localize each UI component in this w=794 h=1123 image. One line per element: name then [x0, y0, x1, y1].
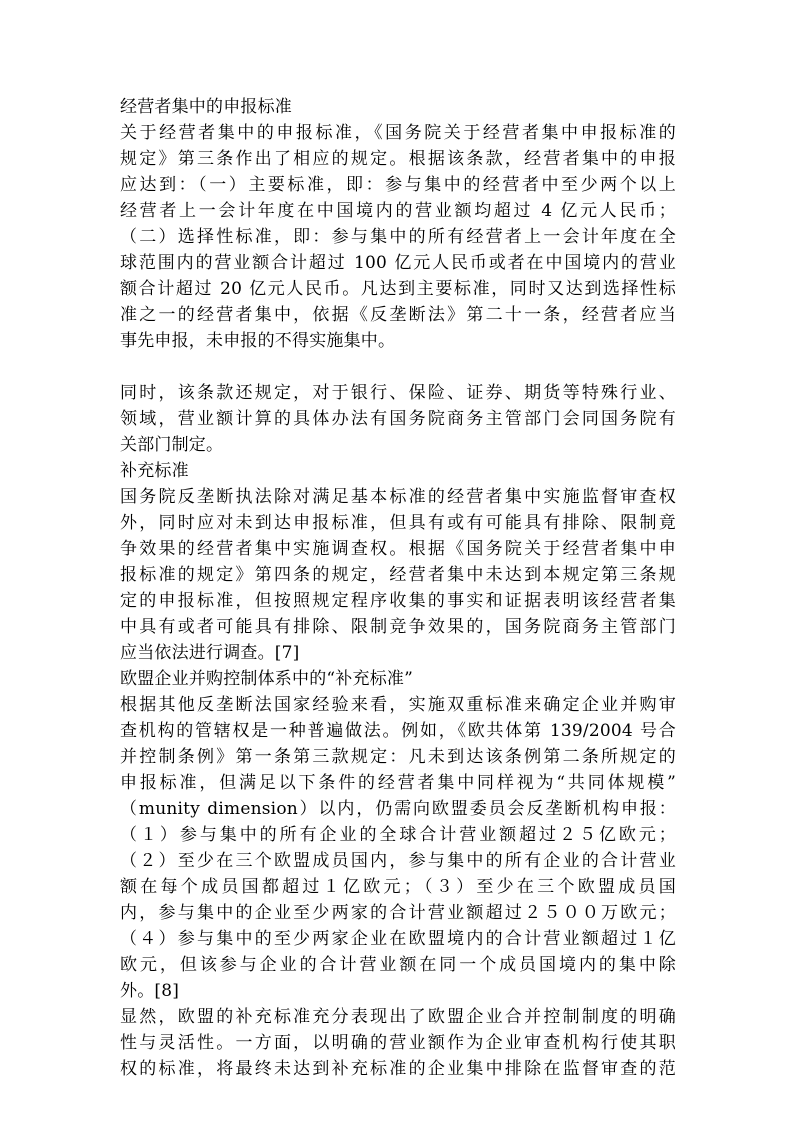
text-line: 外，同时应对未到达申报标准，但具有或有可能具有排除、限制竟	[120, 513, 676, 533]
section-heading: 补充标准	[120, 461, 189, 481]
text-line: 查机构的管辖权是一种普遍做法。例如，《欧共体第 139/2004 号合	[120, 721, 676, 741]
text-line: 申报标准，但满足以下条件的经营者集中同样视为“共同体规模”	[120, 773, 676, 793]
text-line: 经营者上一会计年度在中国境内的营业额均超过 4 亿元人民币；	[120, 201, 676, 221]
text-line: 根据其他反垄断法国家经验来看，实施双重标准来确定企业并购审	[120, 695, 676, 715]
text-line: （munity dimension）以内，仍需向欧盟委员会反垄断机构申报：	[120, 799, 676, 819]
text-line: 性与灵活性。一方面，以明确的营业额作为企业审查机构行使其职	[120, 1033, 676, 1053]
text-line: 球范围内的营业额合计超过 100 亿元人民币或者在中国境内的营业	[120, 253, 676, 273]
text-line: 额合计超过 20 亿元人民币。凡达到主要标准，同时又达到选择性标	[120, 279, 676, 299]
text-line: 准之一的经营者集中，依据《反垄断法》第二十一条，经营者应当	[120, 305, 676, 325]
text-line: （４）参与集中的至少两家企业在欧盟境内的合计营业额超过１亿	[120, 929, 676, 949]
text-line: 并控制条例》第一条第三款规定：凡未到达该条例第二条所规定的	[120, 747, 676, 767]
text-line: 额在每个成员国都超过１亿欧元；（３）至少在三个欧盟成员国	[120, 877, 676, 897]
text-line: 应当依法进行调查。[7]	[120, 643, 300, 663]
text-line: （二）选择性标准，即：参与集中的所有经营者上一会计年度在全	[120, 227, 676, 247]
text-line: 权的标准，将最终未达到补充标准的企业集中排除在监督审查的范	[120, 1059, 676, 1079]
text-line: 外。[8]	[120, 981, 180, 1001]
text-line: 国务院反垄断执法除对满足基本标准的经营者集中实施监督审查权	[120, 487, 676, 507]
section-heading: 欧盟企业并购控制体系中的“补充标准”	[120, 669, 413, 689]
text-line: 应达到：（一）主要标准，即：参与集中的经营者中至少两个以上	[120, 175, 676, 195]
section-heading: 经营者集中的申报标准	[120, 97, 292, 117]
text-line: 报标准的规定》第四条的规定，经营者集中未达到本规定第三条规	[120, 565, 676, 585]
text-line: 同时，该条款还规定，对于银行、保险、证券、期货等特殊行业、	[120, 383, 676, 403]
text-line: 领域，营业额计算的具体办法有国务院商务主管部门会同国务院有	[120, 409, 676, 429]
text-line: （２）至少在三个欧盟成员国内，参与集中的所有企业的合计营业	[120, 851, 676, 871]
text-line: 规定》第三条作出了相应的规定。根据该条款，经营者集中的申报	[120, 149, 676, 169]
text-line: 中具有或者可能具有排除、限制竞争效果的，国务院商务主管部门	[120, 617, 676, 637]
blank-line	[120, 354, 676, 380]
text-line: 欧元，但该参与企业的合计营业额在同一个成员国境内的集中除	[120, 955, 676, 975]
text-line: （１）参与集中的所有企业的全球合计营业额超过２５亿欧元；	[120, 825, 676, 845]
text-line: 关于经营者集中的申报标准，《国务院关于经营者集中申报标准的	[120, 123, 676, 143]
text-line: 关部门制定。	[120, 435, 224, 455]
text-line: 内，参与集中的企业至少两家的合计营业额超过２５００万欧元；	[120, 903, 676, 923]
text-line: 事先申报，未申报的不得实施集中。	[120, 331, 396, 351]
text-line: 争效果的经营者集中实施调查权。根据《国务院关于经营者集中申	[120, 539, 676, 559]
text-line: 定的申报标准，但按照规定程序收集的事实和证据表明该经营者集	[120, 591, 676, 611]
document-page	[120, 94, 676, 1082]
text-line: 显然，欧盟的补充标准充分表现出了欧盟企业合并控制制度的明确	[120, 1007, 676, 1027]
